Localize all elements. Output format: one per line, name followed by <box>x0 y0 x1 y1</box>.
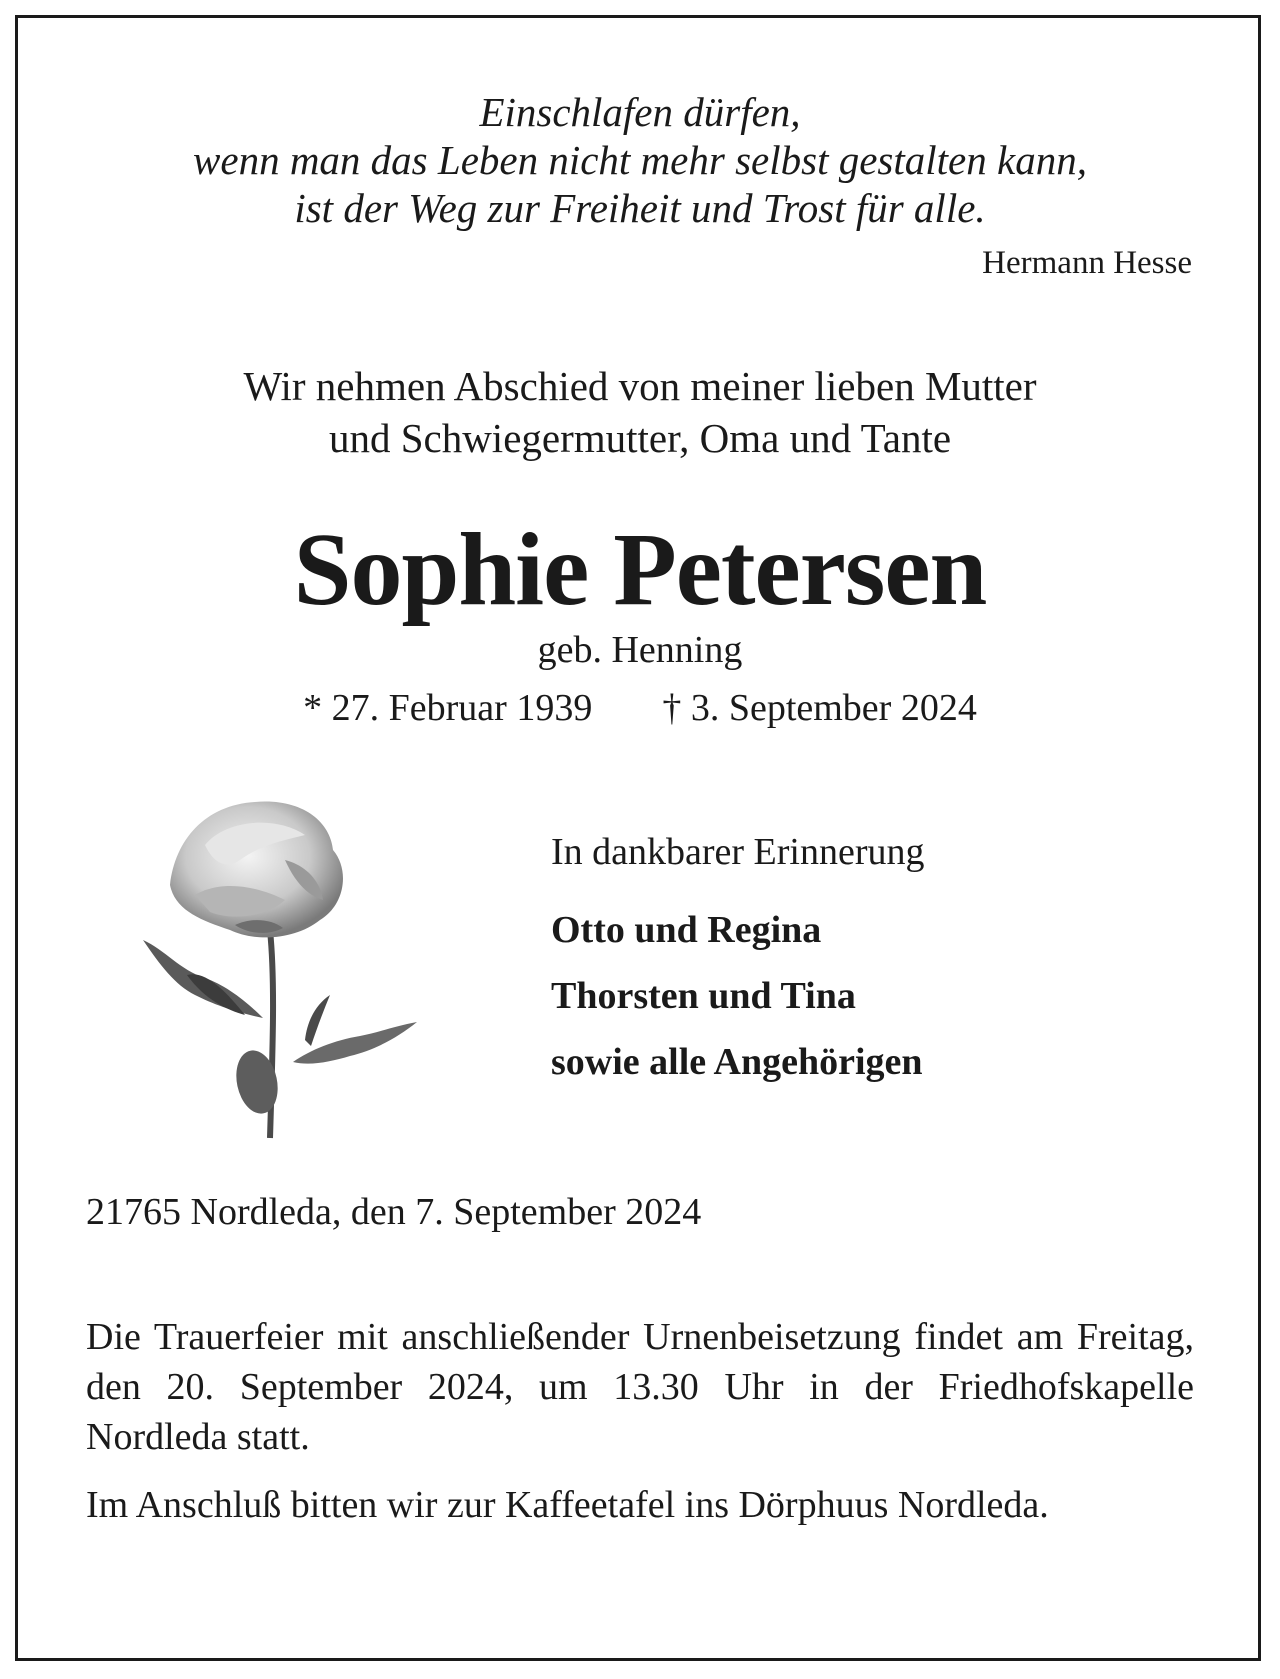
mourner-item: Otto und Regina <box>551 909 822 951</box>
mourner-item: Thorsten und Tina <box>551 975 856 1017</box>
intro-text <box>0 360 1280 464</box>
quote-line: ist der Weg zur Freiheit und Trost für alle. <box>294 185 986 231</box>
deceased-name: Sophie Petersen <box>293 512 987 627</box>
birth-date: * 27. Februar 1939 <box>303 687 593 729</box>
quote-author: Hermann Hesse <box>982 245 1192 281</box>
mourner-item: sowie alle Angehörigen <box>551 1041 923 1083</box>
ceremony-text: Die Trauerfeier mit anschließender Urnenbeisetzung findet am Freitag, den 20. September 2024, um 13.30 Uhr in der Friedhofskapelle Nordleda statt. <box>86 1316 1194 1458</box>
coffee-text: Im Anschluß bitten wir zur Kaffeetafel ins Dörphuus Nordleda. <box>86 1484 1049 1526</box>
intro-line: und Schwiegermutter, Oma und Tante <box>328 415 952 461</box>
life-dates <box>0 686 1280 730</box>
death-date: † 3. September 2024 <box>662 687 977 729</box>
maiden-name: geb. Henning <box>537 629 743 671</box>
memory-title: In dankbarer Erinnerung <box>551 831 925 873</box>
quote-line: wenn man das Leben nicht mehr selbst gestalten kann, <box>193 137 1087 183</box>
intro-line: Wir nehmen Abschied von meiner lieben Mutter <box>243 363 1037 409</box>
quote <box>0 88 1280 232</box>
mourners-list <box>551 905 923 1103</box>
quote-line: Einschlafen dürfen, <box>479 89 801 135</box>
rose-icon <box>135 800 435 1145</box>
place-date: 21765 Nordleda, den 7. September 2024 <box>86 1191 702 1233</box>
